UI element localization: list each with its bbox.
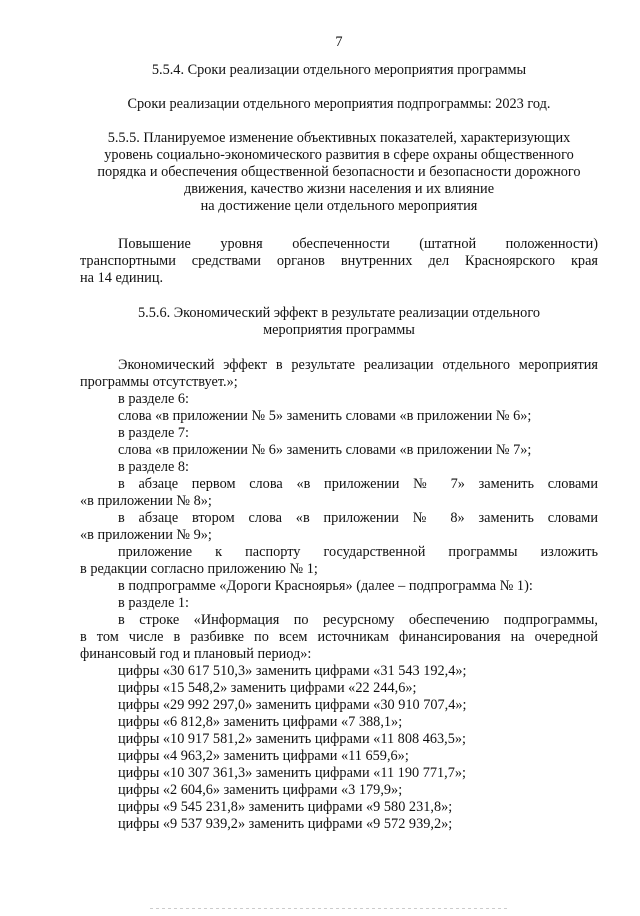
section-554-text: Сроки реализации отдельного мероприятия подпрограммы: 2023 год. bbox=[127, 96, 551, 112]
amendment-line: финансовый год и плановый период»: bbox=[80, 646, 312, 662]
section-556-heading bbox=[80, 305, 598, 339]
amendment-line: в разделе 7: bbox=[118, 425, 190, 441]
amendment-line: в том числе в разбивке по всем источникам финансирования на очередной bbox=[80, 629, 598, 645]
section-555-text bbox=[80, 236, 598, 287]
heading-line: уровень социально-экономического развития в сфере охраны общественного bbox=[104, 147, 574, 163]
amendment-line: слова «в приложении № 5» заменить словами «в приложении № 6»; bbox=[118, 408, 532, 424]
figure-replacement-line: цифры «30 617 510,3» заменить цифрами «31 543 192,4»; bbox=[118, 663, 467, 679]
page-number: 7 bbox=[335, 34, 343, 50]
heading-line: 5.5.6. Экономический эффект в результате реализации отдельного bbox=[138, 305, 540, 321]
text-line: программы отсутствует.»; bbox=[80, 374, 238, 390]
amendment-line: в разделе 8: bbox=[118, 459, 190, 475]
heading-line: на достижение цели отдельного мероприятия bbox=[200, 198, 478, 214]
amendment-line: в подпрограмме «Дороги Красноярья» (далее – подпрограмма № 1): bbox=[118, 578, 533, 594]
section-554-heading: 5.5.4. Сроки реализации отдельного мероприятия программы bbox=[151, 62, 527, 78]
text-line: Повышение уровня обеспеченности (штатной положенности) bbox=[118, 236, 598, 252]
heading-line: мероприятия программы bbox=[263, 322, 415, 338]
figure-replacement-line: цифры «10 917 581,2» заменить цифрами «11 808 463,5»; bbox=[118, 731, 466, 747]
amendment-line: приложение к паспорту государственной программы изложить bbox=[118, 544, 598, 560]
text-line: Экономический эффект в результате реализации отдельного мероприятия bbox=[118, 357, 598, 373]
amendment-line: в строке «Информация по ресурсному обеспечению подпрограммы, bbox=[118, 612, 598, 628]
heading-line: 5.5.5. Планируемое изменение объективных показателей, характеризующих bbox=[107, 130, 571, 146]
section-556-text bbox=[80, 357, 598, 391]
section-555-heading bbox=[80, 130, 598, 215]
figure-replacement-line: цифры «29 992 297,0» заменить цифрами «30 910 707,4»; bbox=[118, 697, 467, 713]
heading-line: порядка и обеспечения общественной безопасности и безопасности дорожного bbox=[97, 164, 581, 180]
figure-replacement-line: цифры «9 545 231,8» заменить цифрами «9 580 231,8»; bbox=[118, 799, 453, 815]
figure-replacement-line: цифры «2 604,6» заменить цифрами «3 179,9»; bbox=[118, 782, 403, 798]
heading-line: движения, качество жизни населения и их влияние bbox=[183, 181, 495, 197]
amendments-list bbox=[80, 391, 598, 833]
amendment-line: в разделе 6: bbox=[118, 391, 190, 407]
amendment-line: «в приложении № 8»; bbox=[80, 493, 212, 509]
text-line: транспортными средствами органов внутренних дел Красноярского края bbox=[80, 253, 598, 269]
figure-replacement-line: цифры «4 963,2» заменить цифрами «11 659,6»; bbox=[118, 748, 409, 764]
amendment-line: в разделе 1: bbox=[118, 595, 190, 611]
figure-replacement-line: цифры «9 537 939,2» заменить цифрами «9 572 939,2»; bbox=[118, 816, 453, 832]
amendment-line: в редакции согласно приложению № 1; bbox=[80, 561, 318, 577]
amendment-line: «в приложении № 9»; bbox=[80, 527, 212, 543]
amendment-line: слова «в приложении № 6» заменить словами «в приложении № 7»; bbox=[118, 442, 532, 458]
amendment-line: в абзаце первом слова «в приложении № 7» заменить словами bbox=[118, 476, 598, 492]
figure-replacement-line: цифры «10 307 361,3» заменить цифрами «11 190 771,7»; bbox=[118, 765, 466, 781]
figure-replacement-line: цифры «15 548,2» заменить цифрами «22 244,6»; bbox=[118, 680, 417, 696]
figure-replacement-line: цифры «6 812,8» заменить цифрами «7 388,1»; bbox=[118, 714, 403, 730]
scan-artifact-rule bbox=[150, 908, 510, 909]
text-line: на 14 единиц. bbox=[80, 270, 164, 286]
amendment-line: в абзаце втором слова «в приложении № 8» заменить словами bbox=[118, 510, 598, 526]
